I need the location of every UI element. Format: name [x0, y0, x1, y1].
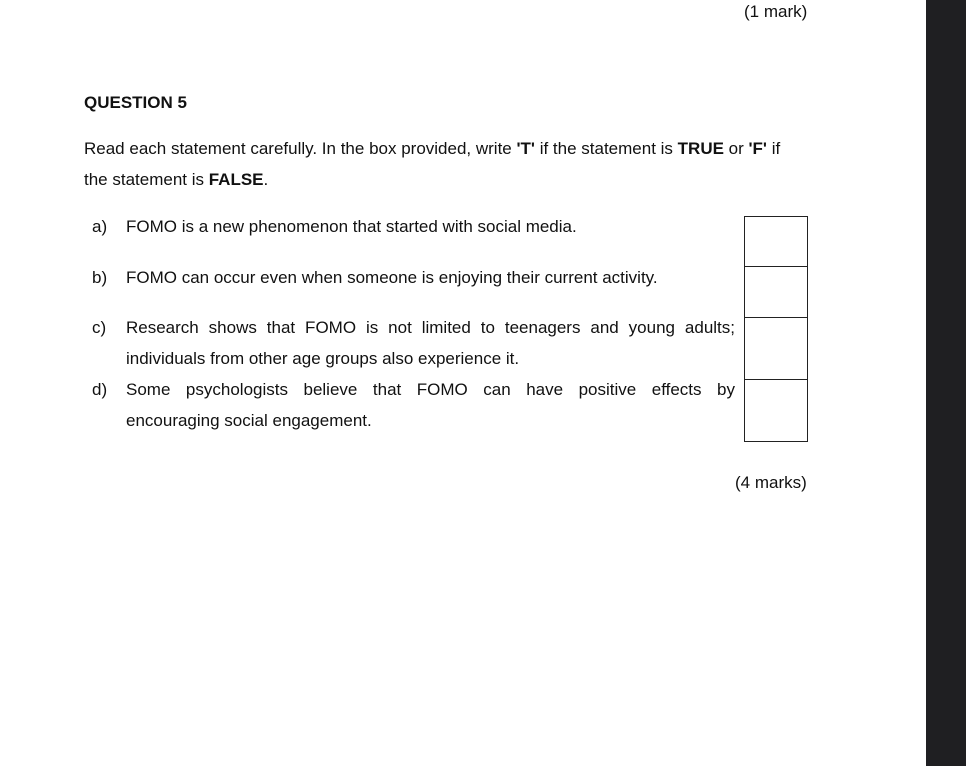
item-letter: a)	[92, 217, 108, 236]
false-letter: 'F'	[748, 139, 767, 158]
question-marks: (4 marks)	[735, 473, 807, 492]
item-text: FOMO is a new phenomenon that started with social media.	[126, 217, 577, 236]
previous-question-marks: (1 mark)	[744, 2, 808, 21]
item-letter: b)	[92, 268, 108, 287]
false-word: FALSE	[208, 170, 264, 189]
true-letter: 'T'	[516, 139, 535, 158]
item-text-line-1: Research shows that FOMO is not limited to teenagers and young adults;	[126, 318, 735, 337]
item-text-line-1: Some psychologists believe that FOMO can have positive effects by	[126, 380, 735, 399]
item-letter: c)	[92, 318, 107, 337]
answer-box-c[interactable]	[744, 317, 808, 380]
instruction-line-1: Read each statement carefully. In the box provided, write 'T' if the statement is TRUE or 'F' if	[84, 139, 781, 158]
answer-box-a[interactable]	[744, 216, 808, 267]
item-text-line-2: encouraging social engagement.	[126, 411, 372, 430]
item-text-line-2: individuals from other age groups also experience it.	[126, 349, 520, 368]
item-letter: d)	[92, 380, 108, 399]
viewer-side-panel	[926, 0, 966, 766]
instruction-line-2: the statement is FALSE.	[84, 170, 269, 189]
question-title: QUESTION 5	[84, 93, 187, 112]
item-text: FOMO can occur even when someone is enjoying their current activity.	[126, 268, 658, 287]
true-word: TRUE	[677, 139, 724, 158]
answer-box-d[interactable]	[744, 379, 808, 442]
answer-box-b[interactable]	[744, 266, 808, 318]
